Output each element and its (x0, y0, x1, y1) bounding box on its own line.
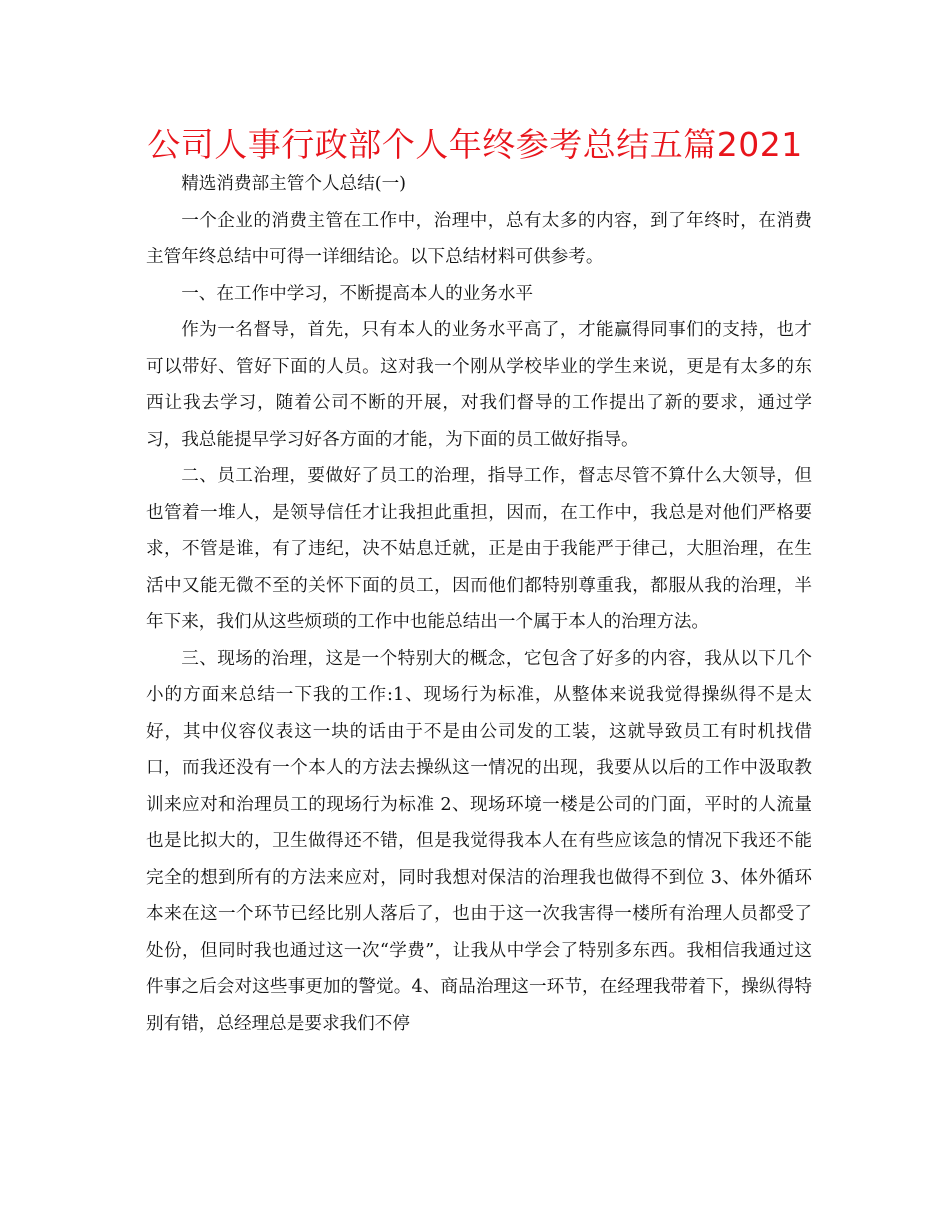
paragraph-site-management: 三、现场的治理，这是一个特别大的概念，它包含了好多的内容，我从以下几个小的方面来总结一下我的工作:1、现场行为标准，从整体来说我觉得操纵得不是太好，其中仪容仪表这一块的话由于不是由公司发的工装，这就导致员工有时机找借口，而我还没有一个本人的方法去操纵这一情况的出现，我要从以后的工作中汲取教训来应对和治理员工的现场行为标准 2、现场环境一楼是公司的门面，平时的人流量也是比拟大的，卫生做得还不错，但是我觉得我本人在有些应该急的情况下我还不能完全的想到所有的方法来应对，同时我想对保洁的治理我也做得不到位 3、体外循环本来在这一个环节已经比别人落后了，也由于这一次我害得一楼所有治理人员都受了处份，但同时我也通过这一次“学费”，让我从中学会了特别多东西。我相信我通过这件事之后会对这些事更加的警觉。4、商品治理这一环节，在经理我带着下，操纵得特别有错，总经理总是要求我们不停 (146, 648, 812, 1034)
paragraph-staff-management: 二、员工治理，要做好了员工的治理，指导工作，督志尽管不算什么大领导，但也管着一堆人，是领导信任才让我担此重担，因而，在工作中，我总是对他们严格要求，不管是谁，有了违纪，决不姑息迁就，正是由于我能严于律己，大胆治理，在生活中又能无微不至的关怀下面的员工，因而他们都特别尊重我，都服从我的治理，半年下来，我们从这些烦琐的工作中也能总结出一个属于本人的治理方法。 (146, 466, 812, 632)
paragraph-supervisor: 作为一名督导，首先，只有本人的业务水平高了，才能赢得同事们的支持，也才可以带好、管好下面的人员。这对我一个刚从学校毕业的学生来说，更是有太多的东西让我去学习，随着公司不断的开展，对我们督导的工作提出了新的要求，通过学习，我总能提早学习好各方面的才能，为下面的员工做好指导。 (146, 320, 812, 450)
document-title: 公司人事行政部个人年终参考总结五篇2021 (147, 125, 803, 164)
paragraph-intro: 一个企业的消费主管在工作中，治理中，总有太多的内容，到了年终时，在消费主管年终总结中可得一详细结论。以下总结材料可供参考。 (146, 210, 812, 267)
paragraph-heading-1: 一、在工作中学习，不断提高本人的业务水平 (181, 283, 534, 304)
document-body (146, 166, 812, 1042)
paragraph-subtitle: 精选消费部主管个人总结(一) (181, 174, 407, 194)
